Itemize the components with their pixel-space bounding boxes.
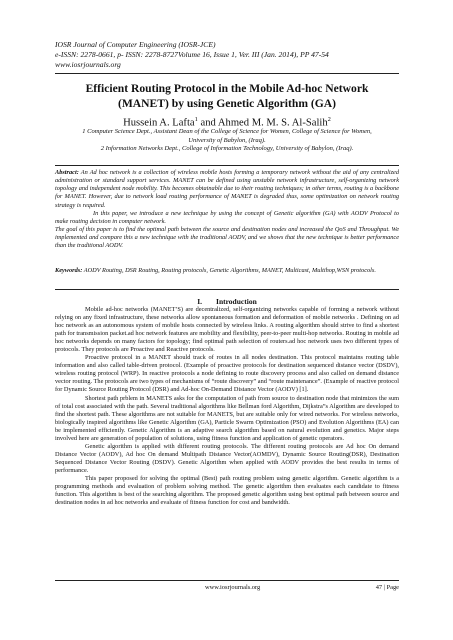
header-rule — [55, 73, 399, 74]
title-line-1: Efficient Routing Protocol in the Mobile Ad-hoc Network — [85, 82, 369, 95]
section-heading — [55, 297, 399, 306]
abstract-text-1: An Ad hoc network is a collection of wireless mobile hosts forming a temporary network without the aid of any centralized administration or standard support services. MANET can be defined using unstable network infrastructure, self-organizing network topology and independent node mobility. This becomes obtainable due to their routing techniques; in other terms, routing is a backbone for MANET. However, due to network load routing performance of MANET is degraded thus, some optimization on network routing strategy is required. — [55, 169, 399, 209]
page-number: 47 | Page — [375, 584, 399, 591]
body-paragraph-5: This paper proposed for solving the optimal (Best) path routing problem using genetic algorithm. Genetic algorithm is a programming methods and evaluation of problem solving method. The genetic algorithm then evaluates each candidate to fitness function. This algorithm is best of the searching algorithm. The proposed genetic algorithm using best optimal path between source and destination nodes in ad hoc networks and evaluate of fitness function for cost and bandwidth. — [55, 474, 399, 507]
abstract-bottom-rule — [55, 289, 399, 290]
body-paragraph-3: Shortest path prblem in MANETS asks for the computation of path from source to destination node that minimizes the sum of total cost associated with the path. Several traditional algorithms like Bellman ford Algorithm, Dijkstra”s Algorithm are developed to find the shortest path. These algorithms are not suitable for MANETS, but are suitable only for wired networks. For wireless networks, biologically inspired algorithms like Genetic Algorithm (GA), Particle Swarm Optimization (PSO) and Evolution Algorithms (EA) can be implemented efficiently. Genetic Algorithm is an adaptive search algorithm based on natural evolution and genetics. Major steps involved here are generation of population of solutions, using fitness function and application of genetic operators. — [55, 394, 399, 442]
abstract-top-rule — [55, 165, 399, 166]
journal-header — [55, 40, 329, 70]
abstract-paragraph-1 — [55, 169, 399, 210]
author-2-affil-mark: 2 — [327, 116, 331, 123]
abstract-paragraph-2: In this paper, we introduce a new technique by using the concept of Genetic algorithm (GA) with AODV Protocol to make routing decision in computer network. — [55, 209, 399, 225]
affiliation-1-cont: University of Babylon, (Iraq). — [188, 136, 266, 144]
keywords — [55, 267, 399, 275]
title-line-2: (MANET) by using Genetic Algorithm (GA) — [117, 96, 337, 110]
affiliation-2: 2 Information Networks Dept., College of Information Technology, University of Babylon, (Iraq). — [100, 145, 354, 153]
body-paragraph-4: Genetic algorithm is applied with different routing protocols. The different routing protocols are Ad hoc On demand Distance Vector (AODV), Ad hoc On demand Multipath Distance Vector(AOMDV), Dynamic Source Routing(DSR), Destination Sequenced Distance Vector Routing (DSDV). Genetic Algorithm when applied with AODV provides the best results in terms of performance. — [55, 442, 399, 474]
abstract — [55, 169, 399, 251]
paper-title — [55, 82, 399, 111]
abstract-label: Abstract: — [55, 169, 79, 176]
journal-name: IOSR Journal of Computer Engineering (IOSR-JCE) — [55, 40, 216, 49]
body-text — [55, 306, 399, 507]
affiliations — [55, 128, 399, 154]
keywords-text: AODV Routing, DSR Routing, Routing protocols, Genetic Algorithms, MANET, Multicast, Multihop,WSN protocols. — [83, 267, 376, 274]
affiliation-1: 1 Computer Science Dept., Assistant Dean of the College of Science for Women, College of Science for Women, — [82, 128, 372, 135]
journal-url[interactable]: www.iosrjournals.org — [55, 60, 121, 69]
body-paragraph-2: Proactive protocol in a MANET should track of routes in all nodes destination. This protocol maintains routing table information and also called table-driven protocol. (Example of proactive protocols for destination sequenced distance vector (DSDV), wireless routing protocol (WRP). In reactive protocols a node defining to route discovery process and also called on demand distance vector routing. The protocols are two types of mechanisms of “route discovery” and “route maintenance”. (Example of reactive protocol for Dynamic Source Routing Protocol (DSR) and Ad-hoc On-Demand Distance Vector (AODV) [1]. — [55, 354, 399, 394]
section-title: Introduction — [216, 297, 257, 306]
section-number: I. — [197, 297, 203, 306]
abstract-paragraph-3: The goal of this paper is to find the optimal path between the source and destination nodes and increased the QoS and Throughput. We implemented and compare this a new technique with the traditional AODV, and we shows that the new technique is better performance than the traditional AODV. — [55, 226, 399, 250]
author-1: Hussein A. Lafta — [123, 117, 195, 129]
body-paragraph-1: Mobile ad-hoc networks (MANET’S) are decentralized, self-organizing networks capable of forming a network without relying on any fixed infrastructure, these networks allow spontaneous formation and deformation of mobile networks . Defining on ad hoc network as an autonomous system of mobile hosts connected by wireless links. A routing algorithm should strive to find a shortest path for transmission packet.ad hoc network features are mobility and flexibility, peer-to-peer multi-hop networks. Routing in mobile ad hoc networks depends on many factors for topology; find optimal path selection of routers.ad hoc network uses two different types of protocols. They protocols are Proactive and Reactive protocols. — [55, 306, 399, 354]
footer-url[interactable]: www.iosrjournals.org — [205, 584, 261, 591]
keywords-label: Keywords: — [55, 267, 83, 274]
footer-rule — [55, 580, 399, 581]
journal-issn: e-ISSN: 2278-0661, p- ISSN: 2278-8727Volume 16, Issue 1, Ver. III (Jan. 2014), PP 47-54 — [55, 50, 329, 59]
author-2: and Ahmed M. M. S. Al-Salih — [197, 117, 328, 129]
author-1-affil-mark: 1 — [194, 116, 198, 123]
